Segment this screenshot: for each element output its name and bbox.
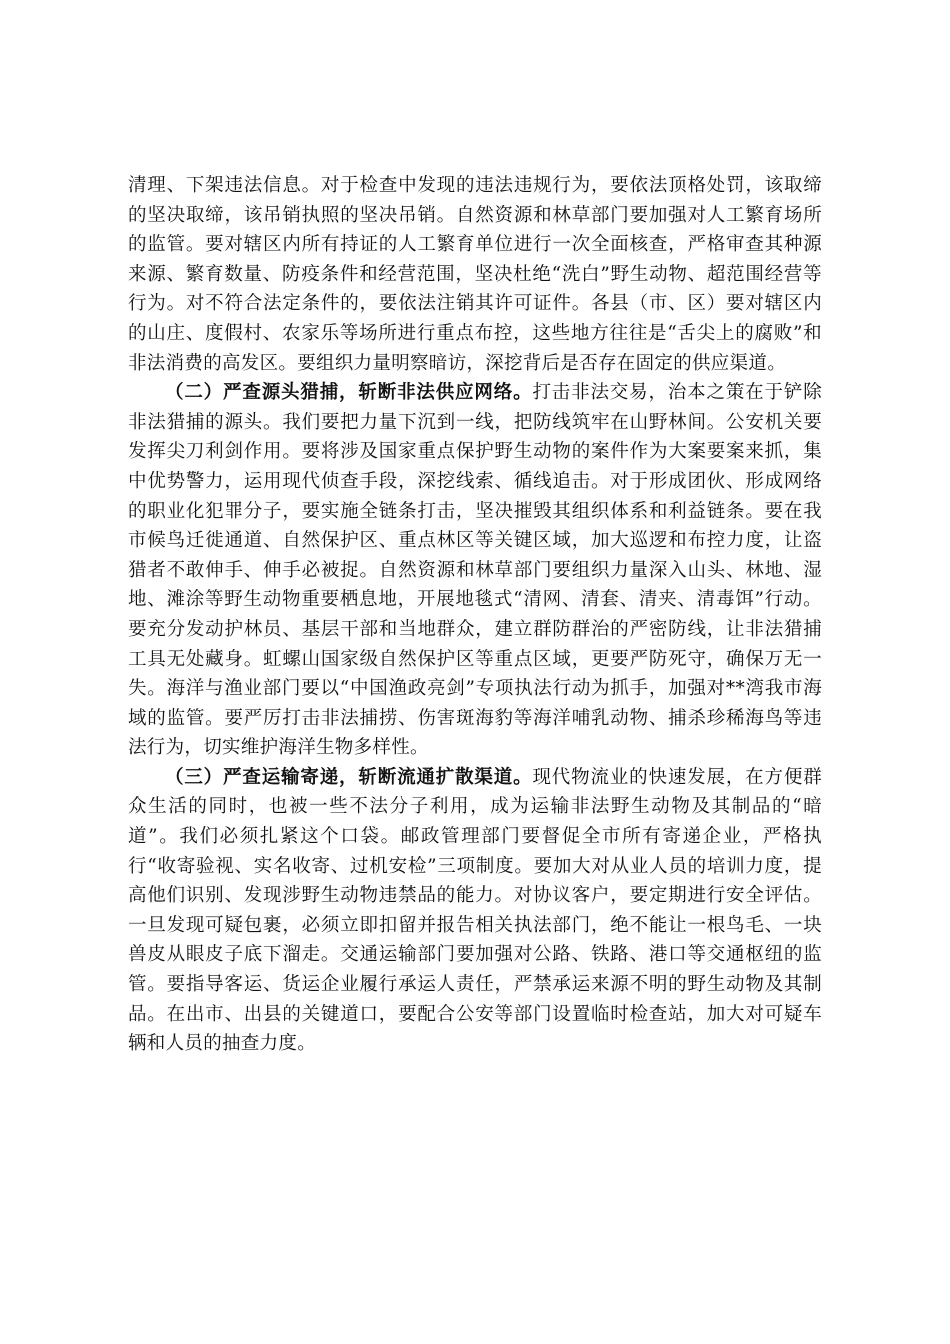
paragraph-continuation xyxy=(128,171,822,378)
paragraph-text: 现代物流业的快速发展，在方便群众生活的同时，也被一些不法分子利用，成为运输非法野生动物及其制品的“暗道”。我们必须扎紧这个口袋。邮政管理部门要督促全市所有寄递企业，严格执行“收寄验视、实名收寄、过机安检”三项制度。要加大对从业人员的培训力度，提高他们识别、发现涉野生动物违禁品的能力。对协议客户，要定期进行安全评估。一旦发现可疑包裹，必须立即扣留并报告相关执法部门，绝不能让一根鸟毛、一块兽皮从眼皮子底下溜走。交通运输部门要加强对公路、铁路、港口等交通枢纽的监管。要指导客运、货运企业履行承运人责任，严禁承运来源不明的野生动物及其制品。在出市、出县的关键道口，要配合公安等部门设置临时检查站，加大对可疑车辆和人员的抽查力度。 xyxy=(128,766,822,1055)
paragraph-section-3 xyxy=(128,763,822,1059)
document-page xyxy=(128,171,822,1059)
paragraph-text: 打击非法交易，治本之策在于铲除非法猎捕的源头。我们要把力量下沉到一线，把防线筑牢在山野林间。公安机关要发挥尖刀利剑作用。要将涉及国家重点保护野生动物的案件作为大案要案来抓，集中优势警力，运用现代侦查手段，深挖线索、循线追击。对于形成团伙、形成网络的职业化犯罪分子，要实施全链条打击，坚决摧毁其组织体系和利益链条。要在我市候鸟迁徙通道、自然保护区、重点林区等关键区域，加大巡逻和布控力度，让盗猎者不敢伸手、伸手必被捉。自然资源和林草部门要组织力量深入山头、林地、湿地、滩涂等野生动物重要栖息地，开展地毯式“清网、清套、清夹、清毒饵”行动。要充分发动护林员、基层干部和当地群众，建立群防群治的严密防线，让非法猎捕工具无处藏身。虹螺山国家级自然保护区等重点区域，更要严防死守，确保万无一失。海洋与渔业部门要以“中国渔政亮剑”专项执法行动为抓手，加强对**湾我市海域的监管。要严厉打击非法捕捞、伤害斑海豹等海洋哺乳动物、捕杀珍稀海鸟等违法行为，切实维护海洋生物多样性。 xyxy=(128,382,822,759)
section-heading: （二）严查源头猎捕，斩断非法供应网络。 xyxy=(165,382,533,404)
section-heading: （三）严查运输寄递，斩断流通扩散渠道。 xyxy=(165,766,533,788)
paragraph-text: 清理、下架违法信息。对于检查中发现的违法违规行为，要依法顶格处罚，该取缔的坚决取缔，该吊销执照的坚决吊销。自然资源和林草部门要加强对人工繁育场所的监管。要对辖区内所有持证的人工繁育单位进行一次全面核查，严格审查其种源来源、繁育数量、防疫条件和经营范围，坚决杜绝“洗白”野生动物、超范围经营等行为。对不符合法定条件的，要依法注销其许可证件。各县（市、区）要对辖区内的山庄、度假村、农家乐等场所进行重点布控，这些地方往往是“舌尖上的腐败”和非法消费的高发区。要组织力量明察暗访，深挖背后是否存在固定的供应渠道。 xyxy=(128,175,822,374)
paragraph-section-2 xyxy=(128,378,822,763)
